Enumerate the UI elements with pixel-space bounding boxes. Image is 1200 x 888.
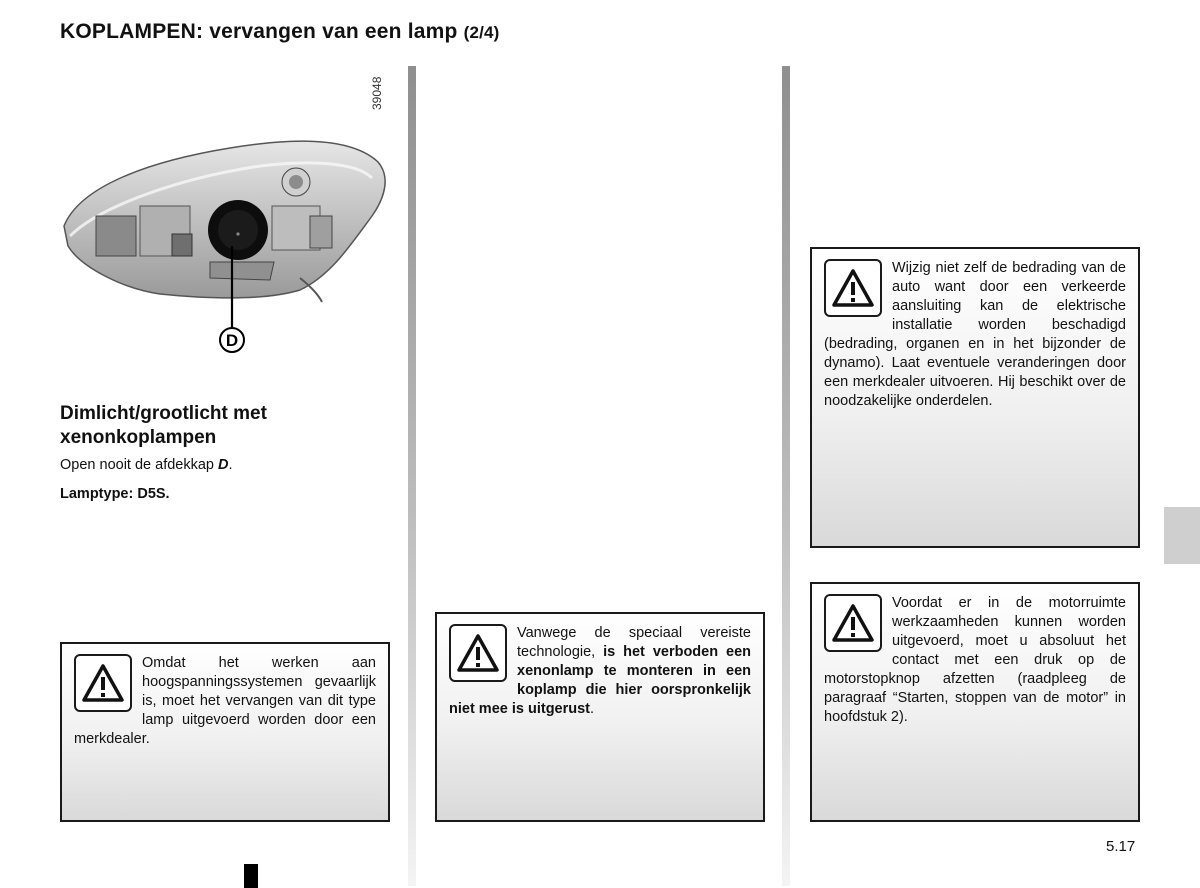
warning-triangle-icon (449, 624, 507, 682)
chapter-tab (1164, 507, 1200, 564)
title-main: KOPLAMPEN: vervangen van een lamp (60, 20, 458, 43)
page-number: 5.17 (1106, 838, 1136, 855)
lamp-type: Lamptype: D5S. (60, 486, 170, 502)
instruction-text (60, 457, 233, 473)
warning-triangle-icon (824, 259, 882, 317)
warning-triangle-icon (74, 654, 132, 712)
column-divider-2 (782, 66, 790, 886)
warning-box-xenon (435, 612, 765, 822)
headlamp-figure (60, 66, 396, 366)
warning-box-wiring (810, 247, 1140, 548)
warning-text-xenon-end: . (590, 701, 595, 717)
warning-box-high-voltage (60, 642, 390, 822)
instruction-suffix: . (228, 457, 233, 473)
crop-mark (244, 864, 258, 888)
page-title (60, 20, 500, 44)
callout-label: D (225, 331, 239, 350)
instruction-ref: D (218, 457, 229, 473)
headlamp-illustration (60, 66, 396, 366)
warning-text-xenon-start: Vanwege de speciaal vereiste technologie, (517, 625, 751, 660)
instruction-prefix: Open nooit de afdekkap (60, 457, 219, 473)
warning-box-engine (810, 582, 1140, 822)
section-heading: Dimlicht/grootlicht met xenonkoplampen (60, 403, 267, 448)
warning-text-high-voltage: Omdat het werken aan hoogspanningssystemen gevaarlijk is, moet het vervangen van dit type lamp uitgevoerd worden door een merkdealer. (74, 655, 376, 747)
warning-text-xenon-bold: is het verboden een xenonlamp te monteren in een koplamp die hier oorspronkelijk niet mee is uitgerust (449, 644, 751, 717)
column-divider-1 (408, 66, 416, 886)
warning-triangle-icon (824, 594, 882, 652)
warning-text-wiring: Wijzig niet zelf de bedrading van de auto want door een verkeerde aansluiting kan de elektrische installatie worden beschadigd (bedrading, organen en in het bijzonder de dynamo). Laat eventuele veranderingen door een merkdealer uitvoeren. Hij beschikt over de noodzakelijke onderdelen. (824, 260, 1126, 409)
warning-text-engine: Voordat er in de motorruimte werkzaamheden kunnen worden uitgevoerd, moet u absoluut het contact met een druk op de motorstopknop afzetten (raadpleeg de paragraaf “Starten, stoppen van de motor” in hoofdstuk 2). (824, 595, 1126, 725)
figure-number: 39048 (370, 76, 384, 110)
title-part: (2/4) (463, 23, 500, 42)
